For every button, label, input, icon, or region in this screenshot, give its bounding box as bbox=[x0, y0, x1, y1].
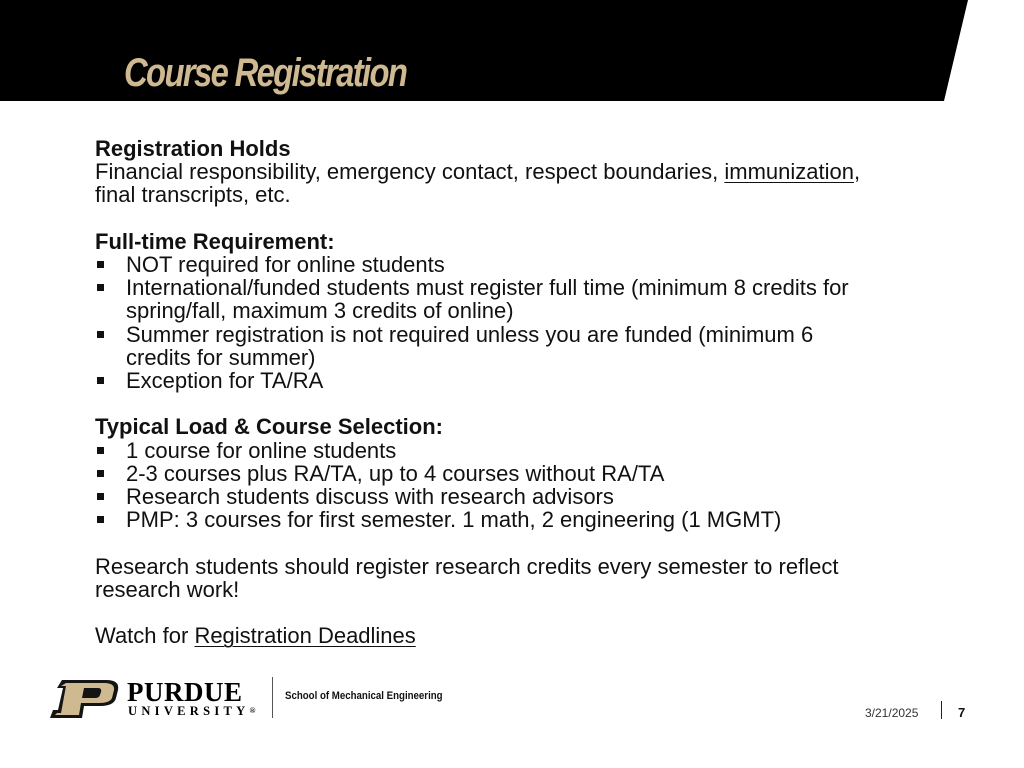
logo-divider bbox=[272, 677, 273, 718]
research-text-line-1: Research students should register research credits every semester to reflect bbox=[95, 553, 839, 579]
registration-deadlines-link[interactable]: Registration Deadlines bbox=[194, 623, 416, 649]
slide-body bbox=[95, 137, 945, 647]
list-item bbox=[95, 485, 945, 508]
list-item-text: Summer registration is not required unless you are funded (minimum 6 bbox=[126, 321, 814, 347]
deadlines-prefix: Watch for bbox=[95, 623, 195, 649]
list-item bbox=[95, 369, 945, 392]
list-item-text: PMP: 3 courses for first semester. 1 math, 2 engineering (1 MGMT) bbox=[126, 507, 782, 533]
list-item-text: credits for summer) bbox=[126, 344, 316, 370]
registered-mark: ® bbox=[249, 706, 256, 715]
fulltime-heading: Full-time Requirement: bbox=[95, 228, 335, 254]
load-list bbox=[95, 439, 945, 532]
list-item bbox=[95, 276, 945, 322]
deadlines-line bbox=[95, 624, 945, 647]
list-item-text: 2-3 courses plus RA/TA, up to 4 courses without RA/TA bbox=[126, 460, 665, 486]
purdue-wordmark: PURDUE bbox=[127, 677, 243, 707]
immunization-link[interactable]: immunization bbox=[724, 159, 854, 185]
holds-text-line-1 bbox=[95, 160, 945, 183]
footer-divider bbox=[941, 701, 942, 719]
holds-text-comma: , bbox=[853, 159, 861, 185]
fulltime-list bbox=[95, 253, 945, 392]
header-banner bbox=[0, 0, 1024, 101]
list-item bbox=[95, 439, 945, 462]
load-heading: Typical Load & Course Selection: bbox=[95, 414, 443, 440]
holds-text: Financial responsibility, emergency contact, respect boundaries, bbox=[95, 159, 725, 185]
list-item bbox=[95, 462, 945, 485]
list-item-text: International/funded students must register full time (minimum 8 credits for bbox=[126, 275, 849, 301]
list-item-text: Research students discuss with research advisors bbox=[126, 484, 614, 510]
university-text: UNIVERSITY bbox=[128, 704, 250, 718]
page-number: 7 bbox=[958, 705, 966, 720]
purdue-p-mark-icon bbox=[48, 679, 122, 719]
department-name: School of Mechanical Engineering bbox=[285, 690, 443, 702]
list-item-text: NOT required for online students bbox=[126, 252, 445, 277]
list-item bbox=[95, 323, 945, 369]
holds-text-line-2: final transcripts, etc. bbox=[95, 182, 291, 208]
slide-title: Course Registration bbox=[124, 51, 407, 95]
list-item-text: Exception for TA/RA bbox=[126, 368, 324, 394]
slide-date: 3/21/2025 bbox=[865, 706, 919, 720]
university-wordmark bbox=[128, 704, 255, 718]
holds-heading: Registration Holds bbox=[95, 136, 291, 161]
purdue-logo bbox=[48, 677, 448, 722]
list-item-text: 1 course for online students bbox=[126, 437, 397, 463]
list-item-text: spring/fall, maximum 3 credits of online) bbox=[126, 298, 514, 324]
list-item bbox=[95, 508, 945, 531]
research-text-line-2: research work! bbox=[95, 576, 240, 602]
list-item bbox=[95, 253, 945, 276]
